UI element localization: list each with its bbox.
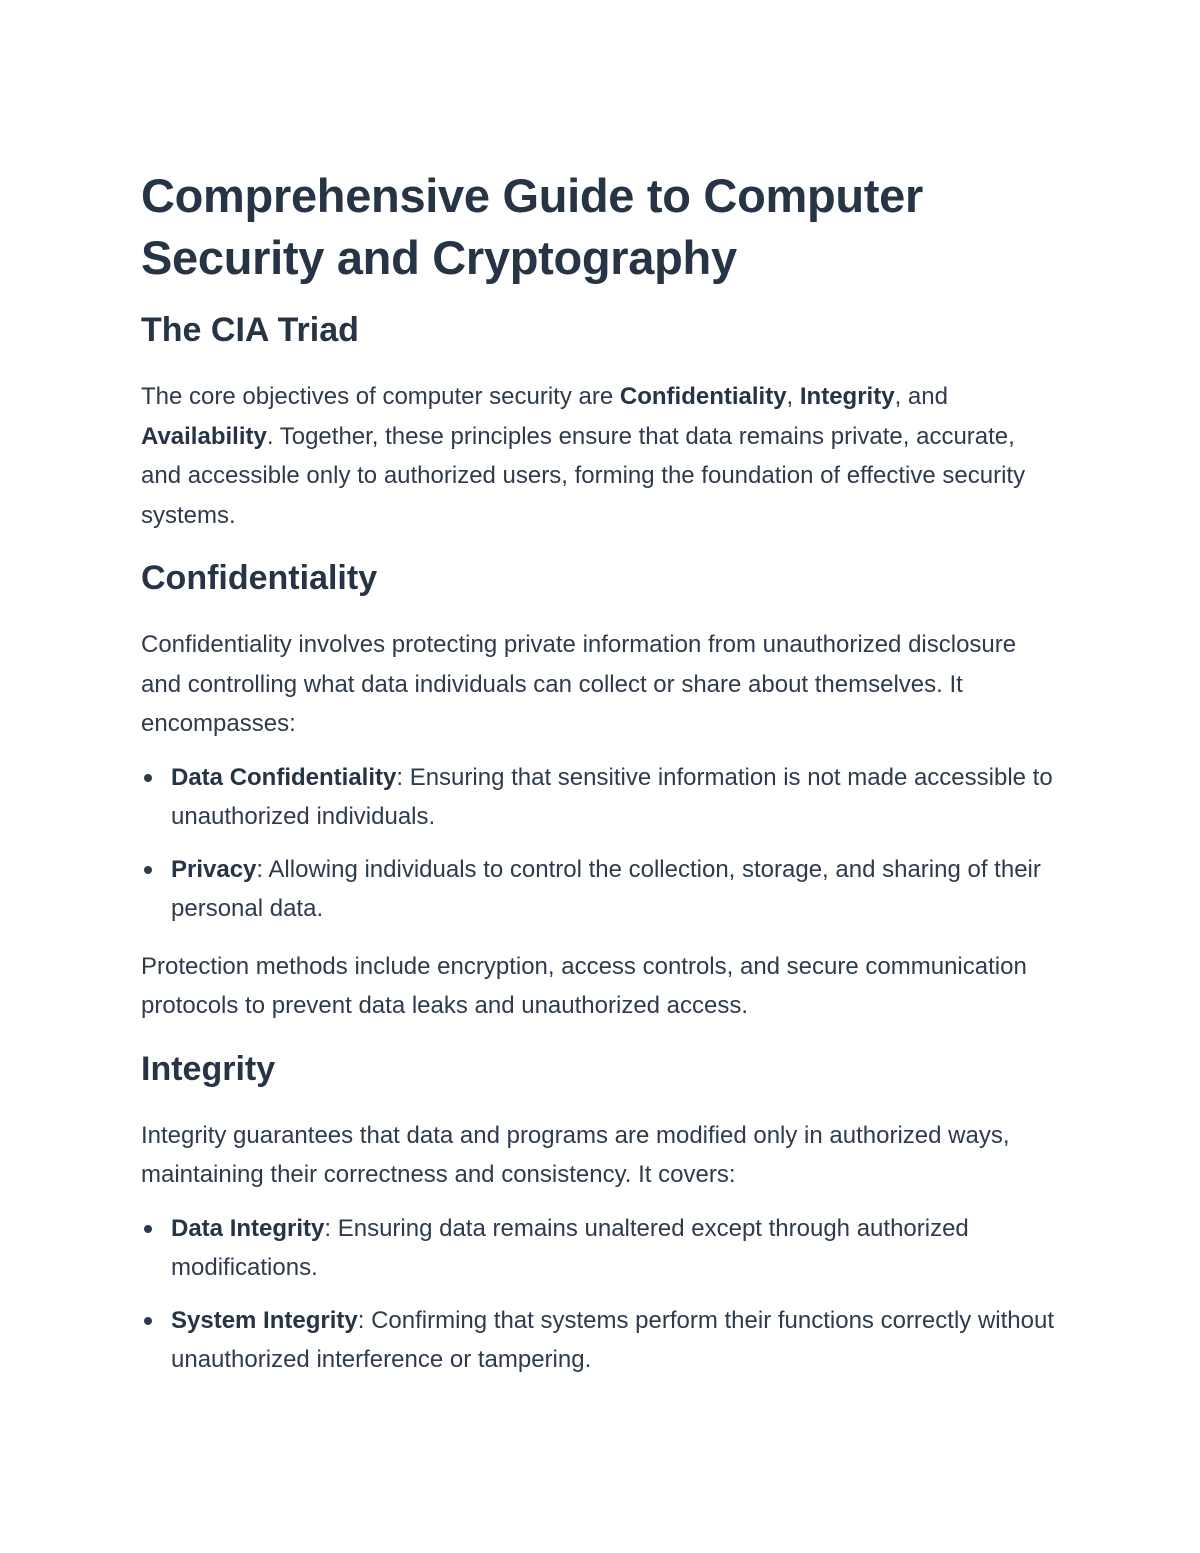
bullet-icon <box>144 1225 152 1233</box>
confidentiality-outro: Protection methods include encryption, access controls, and secure communication protocols to prevent data leaks and unauthorized access. <box>141 952 1027 1019</box>
list-item-term: System Integrity <box>171 1306 358 1334</box>
term-integrity: Integrity <box>799 383 895 410</box>
list-item-text: : Allowing individuals to control the collection, storage, and sharing of their personal data. <box>171 855 1041 922</box>
document-page <box>141 165 1061 1398</box>
list-item-term: Privacy <box>171 855 257 883</box>
confidentiality-heading: Confidentiality <box>141 559 378 597</box>
list-item-text: : Confirming that systems perform their functions correctly without unauthorized interference or tampering. <box>171 1306 1054 1373</box>
list-item-term: Data Confidentiality <box>171 763 397 791</box>
confidentiality-intro: Confidentiality involves protecting private information from unauthorized disclosure and controlling what data individuals can collect or share about themselves. It encompasses: <box>141 631 1017 737</box>
bullet-icon <box>144 1317 152 1325</box>
cia-triad-paragraph <box>141 377 1061 535</box>
section-confidentiality <box>141 557 1061 1026</box>
list-item <box>141 758 1061 837</box>
term-confidentiality: Confidentiality <box>619 383 787 410</box>
document-title: Comprehensive Guide to Computer Security and Cryptography <box>141 169 923 284</box>
list-item <box>141 1301 1061 1380</box>
cia-text-suffix: . Together, these principles ensure that data remains private, accurate, and accessible only to authorized users, forming the foundation of effective security systems. <box>141 422 1026 529</box>
cia-triad-heading: The CIA Triad <box>141 311 359 349</box>
cia-sep-2: , and <box>894 383 948 410</box>
term-availability: Availability <box>141 422 267 450</box>
bullet-icon <box>144 774 152 782</box>
integrity-heading: Integrity <box>141 1049 276 1088</box>
list-item-text: : Ensuring that sensitive information is not made accessible to unauthorized individuals. <box>171 763 1053 830</box>
list-item <box>141 850 1061 929</box>
bullet-icon <box>144 866 152 874</box>
section-integrity <box>141 1048 1061 1380</box>
list-item <box>141 1209 1061 1288</box>
integrity-list <box>141 1209 1061 1380</box>
list-item-term: Data Integrity <box>171 1214 325 1242</box>
confidentiality-list <box>141 758 1061 929</box>
cia-sep-1: , <box>786 383 800 410</box>
section-cia-triad <box>141 309 1061 535</box>
cia-text-prefix: The core objectives of computer security are <box>141 383 620 410</box>
list-item-text: : Ensuring data remains unaltered except through authorized modifications. <box>171 1214 969 1281</box>
integrity-intro: Integrity guarantees that data and programs are modified only in authorized ways, maintaining their correctness and consistency. It covers: <box>141 1121 1010 1188</box>
